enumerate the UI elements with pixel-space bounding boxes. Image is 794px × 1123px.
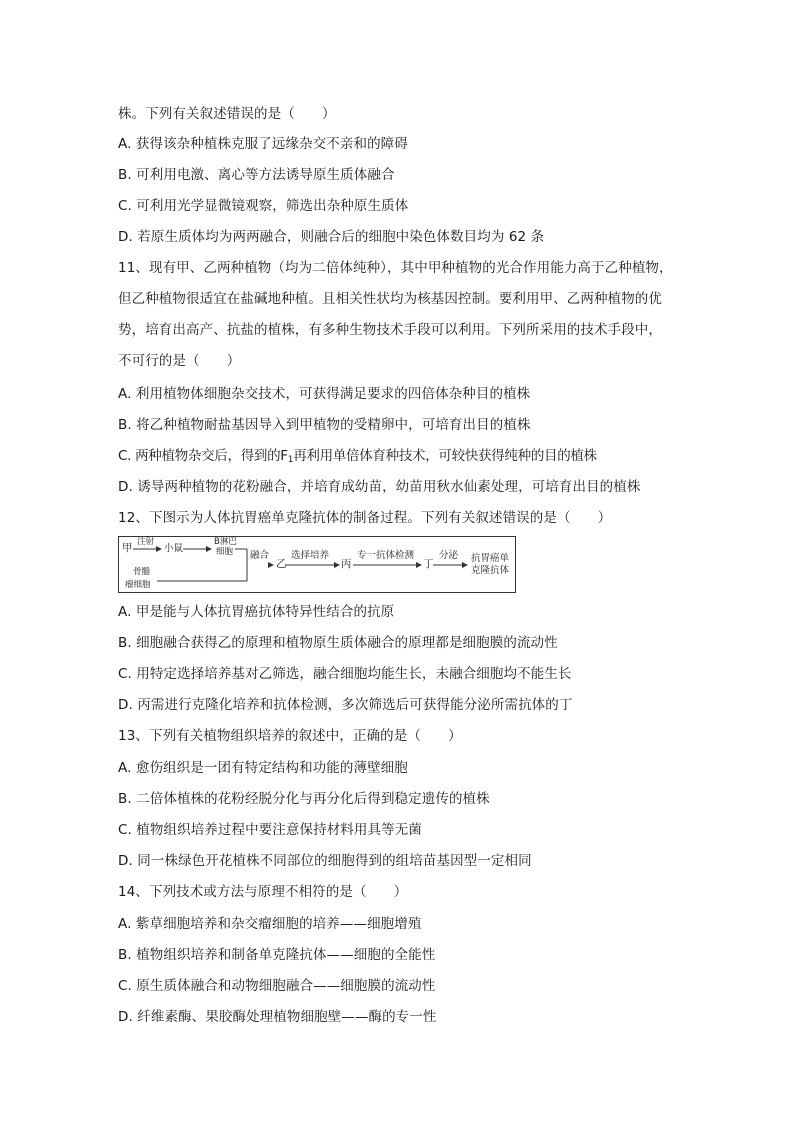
diagram-xuanze: 选择培养 <box>291 550 330 561</box>
q14-option-a: A. 紫草细胞培养和杂交瘤细胞的培养——细胞增殖 <box>118 916 422 932</box>
q14-option-b: B. 植物组织培养和制备单克隆抗体——细胞的全能性 <box>118 947 436 963</box>
q10-option-d: D. 若原生质体均为两两融合，则融合后的细胞中染色体数目均为 62 条 <box>118 229 545 245</box>
diagram-blin-1: B淋巴 <box>214 537 237 547</box>
q13-option-b: B. 二倍体植株的花粉经脱分化与再分化后得到稳定遗传的植株 <box>118 791 490 807</box>
q11-option-b: B. 将乙种植物耐盐基因导入到甲植物的受精卵中，可培育出目的植株 <box>118 417 531 433</box>
diagram-ding: 丁 <box>423 558 434 570</box>
q11-option-c-sub: 1 <box>287 455 294 465</box>
q11-option-c-post: 再利用单倍体育种技术，可较快获得纯种的目的植株 <box>293 448 597 464</box>
diagram-gusui-2: 瘤细胞 <box>125 580 151 590</box>
q13-option-d: D. 同一株绿色开花植株不同部位的细胞得到的组培苗基因型一定相同 <box>118 853 532 869</box>
diagram-jia: 甲 <box>122 542 133 554</box>
q11-option-d: D. 诱导两种植物的花粉融合，并培育成幼苗，幼苗用秋水仙素处理，可培育出目的植株 <box>118 479 641 495</box>
diagram-yi: 乙 <box>276 558 287 570</box>
diagram-jiance: 专一抗体检测 <box>357 550 415 561</box>
question-11-stem: 11、现有甲、乙两种植物（均为二倍体纯种），其中甲种植物的光合作用能力高于乙种植物， <box>118 260 673 276</box>
q11-option-a: A. 利用植物体细胞杂交技术，可获得满足要求的四倍体杂种目的植株 <box>118 386 531 402</box>
diagram-kangti-2: 克隆抗体 <box>471 565 510 576</box>
diagram-fenmi: 分泌 <box>439 550 459 561</box>
question-13-stem: 13、下列有关植物组织培养的叙述中，正确的是（ ） <box>118 728 462 744</box>
q10-option-c: C. 可利用光学显微镜观察，筛选出杂种原生质体 <box>118 198 409 214</box>
antibody-flow-diagram <box>118 536 516 593</box>
diagram-zhushe: 注射 <box>137 537 155 547</box>
question-11-stem-4: 不可行的是（ ） <box>118 353 241 369</box>
diagram-xiaoshu: 小鼠 <box>164 543 184 554</box>
q10-option-a: A. 获得该杂种植株克服了远缘杂交不亲和的障碍 <box>118 136 408 152</box>
diagram-kangti-1: 抗胃癌单 <box>471 553 510 564</box>
q12-option-a: A. 甲是能与人体抗胃癌抗体特异性结合的抗原 <box>118 604 395 620</box>
q13-option-c: C. 植物组织培养过程中要注意保持材料用具等无菌 <box>118 822 422 838</box>
question-11-stem-3: 势，培育出高产、抗盐的植株，有多种生物技术手段可以利用。下列所采用的技术手段中， <box>118 322 662 338</box>
q14-option-d: D. 纤维素酶、果胶酶处理植物细胞壁——酶的专一性 <box>118 1009 437 1025</box>
q11-option-c <box>118 448 683 464</box>
q14-option-c: C. 原生质体融合和动物细胞融合——细胞膜的流动性 <box>118 978 436 994</box>
q12-option-c: C. 用特定选择培养基对乙筛选，融合细胞均能生长，未融合细胞均不能生长 <box>118 666 572 682</box>
q12-option-d: D. 丙需进行克隆化培养和抗体检测，多次筛选后可获得能分泌所需抗体的丁 <box>118 697 573 713</box>
q12-option-b: B. 细胞融合获得乙的原理和植物原生质体融合的原理都是细胞膜的流动性 <box>118 635 558 651</box>
diagram-ronghe: 融合 <box>250 550 270 561</box>
diagram-bing: 丙 <box>341 558 352 570</box>
q10-option-b: B. 可利用电激、离心等方法诱导原生质体融合 <box>118 167 395 183</box>
q11-option-c-pre: C. 两种植物杂交后，得到的F <box>118 448 288 464</box>
diagram-blin-2: 细胞 <box>216 547 234 557</box>
question-11-stem-2: 但乙种植物很适宜在盐碱地种植。且相关性状均为核基因控制。要利用甲、乙两种植物的优 <box>118 291 662 307</box>
q13-option-a: A. 愈伤组织是一团有特定结构和功能的薄壁细胞 <box>118 760 408 776</box>
diagram-gusui-1: 骨髓 <box>133 567 151 577</box>
question-14-stem: 14、下列技术或方法与原理不相符的是（ ） <box>118 884 408 900</box>
question-12-stem: 12、下图示为人体抗胃癌单克隆抗体的制备过程。下列有关叙述错误的是（ ） <box>118 510 612 526</box>
question-10-stem-end: 株。下列有关叙述错误的是（ ） <box>118 106 336 122</box>
